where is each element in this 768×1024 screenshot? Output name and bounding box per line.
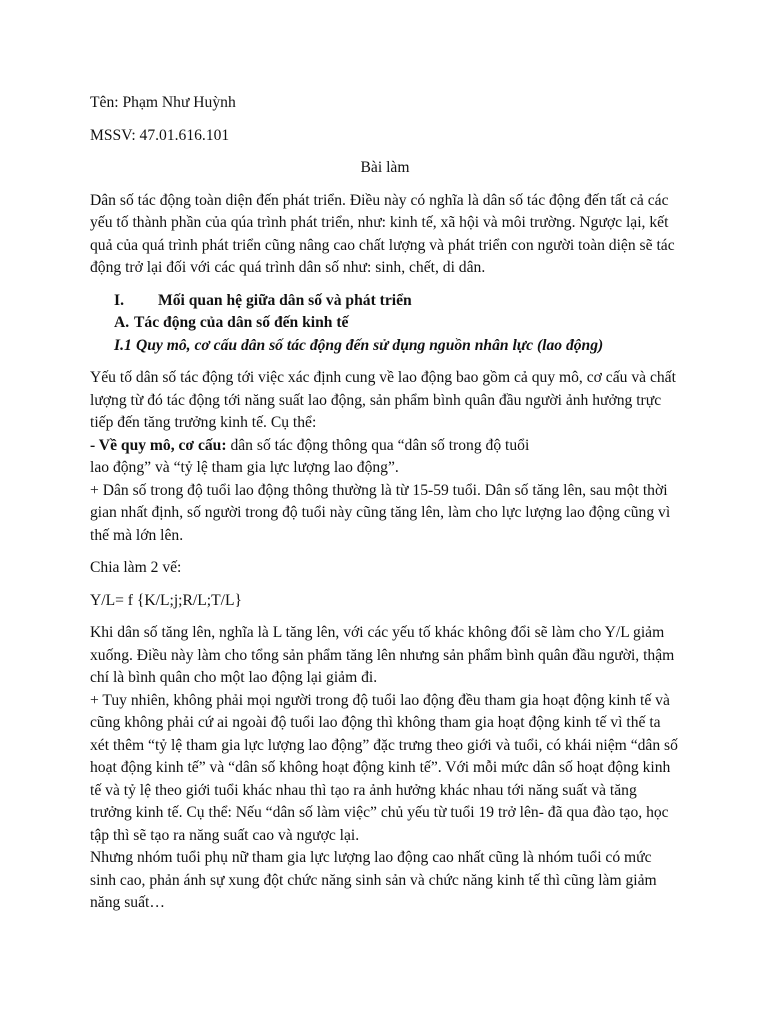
bold-label: - Về quy mô, cơ cấu: xyxy=(90,436,227,454)
paragraph-scale-structure xyxy=(90,435,680,458)
intro-paragraph: Dân số tác động toàn diện đến phát triển. Điều này có nghĩa là dân số tác động đến tất cả các yếu tố thành phần của qúa trình phát triển, như: kinh tế, xã hội và môi trường. Ngược lại, kết quả của quá trình phát triển cũng nâng cao chất lượng và phát triển con người toàn diện sẽ tác động trở lại đối với các quá trình dân số như: sinh, chết, di dân. xyxy=(90,191,675,276)
section-title: Mối quan hệ giữa dân số và phát triển xyxy=(158,291,412,309)
subsubsection-number: I.1 xyxy=(114,336,132,354)
student-id: MSSV: 47.01.616.101 xyxy=(90,126,230,144)
paragraph-chia: Chia làm 2 vế: xyxy=(90,559,182,576)
section-heading-1 xyxy=(90,290,680,313)
paragraph-supply-labor: Yếu tố dân số tác động tới việc xác định cung về lao động bao gồm cả quy mô, cơ cấu và chất lượng từ đó tác động tới năng suất lao động, sản phẩm bình quân đầu người ảnh hưởng trực tiếp đến tăng trưởng kinh tế. Cụ thể: xyxy=(90,369,676,431)
paragraph-working-age: + Dân số trong độ tuổi lao động thông thường là từ 15-59 tuổi. Dân số tăng lên, sau một thời gian nhất định, số người trong độ tuổi này cũng tăng lên, làm cho lực lượng lao động cũng vì thế mà lớn lên. xyxy=(90,481,671,544)
formula: Y/L= f {K/L;j;R/L;T/L} xyxy=(90,591,242,609)
subsection-title: Tác động của dân số đến kinh tế xyxy=(134,314,349,331)
subsection-number: A. xyxy=(114,314,130,331)
paragraph-population-increase: Khi dân số tăng lên, nghĩa là L tăng lên, với các yếu tố khác không đổi sẽ làm cho Y/L giảm xuống. Điều này làm cho tổng sản phẩm tăng lên nhưng sản phẩm bình quân đầu người, thậm chí là bình quân cho một lao động lại giảm đi. xyxy=(90,624,675,686)
paragraph-participation-rate: + Tuy nhiên, không phải mọi người trong độ tuổi lao động đều tham gia hoạt động kinh tế và cũng không phải cứ ai ngoài độ tuổi lao động thì không tham gia hoạt động kinh tế vì thế ta xét thêm “tỷ lệ tham gia lực lượng lao động” đặc trưng theo giới và tuổi, có khái niệm “dân số hoạt động kinh tế” và “dân số không hoạt động kinh tế”. Với mỗi mức dân số hoạt động kinh tế và tỷ lệ theo giới tuổi khác nhau thì tạo ra ảnh hưởng khác nhau tới năng suất và tăng trưởng kinh tế. Cụ thể: Nếu “dân số làm việc” chủ yếu từ tuổi 19 trở lên- đã qua đào tạo, học tập thì sẽ tạo ra năng suất cao và ngược lại. xyxy=(90,691,678,844)
subsubsection-heading xyxy=(90,335,680,358)
student-name: Tên: Phạm Như Huỳnh xyxy=(90,94,236,111)
subsection-heading-a xyxy=(90,312,680,335)
section-number: I. xyxy=(114,291,124,309)
document-body xyxy=(90,92,680,915)
paragraph-scale-structure-cont: lao động” và “tỷ lệ tham gia lực lượng lao động”. xyxy=(90,459,399,476)
page-title: Bài làm xyxy=(360,159,410,176)
paragraph-women-fertility: Nhưng nhóm tuổi phụ nữ tham gia lực lượng lao động cao nhất cũng là nhóm tuổi có mức sinh cao, phản ánh sự xung đột chức năng sinh sản và chức năng kinh tế thì cũng làm giảm năng suất… xyxy=(90,849,657,911)
scale-structure-text: dân số tác động thông qua “dân số trong độ tuổi xyxy=(226,436,530,454)
subsubsection-title: Quy mô, cơ cấu dân số tác động đến sử dụng nguồn nhân lực (lao động) xyxy=(136,336,604,354)
